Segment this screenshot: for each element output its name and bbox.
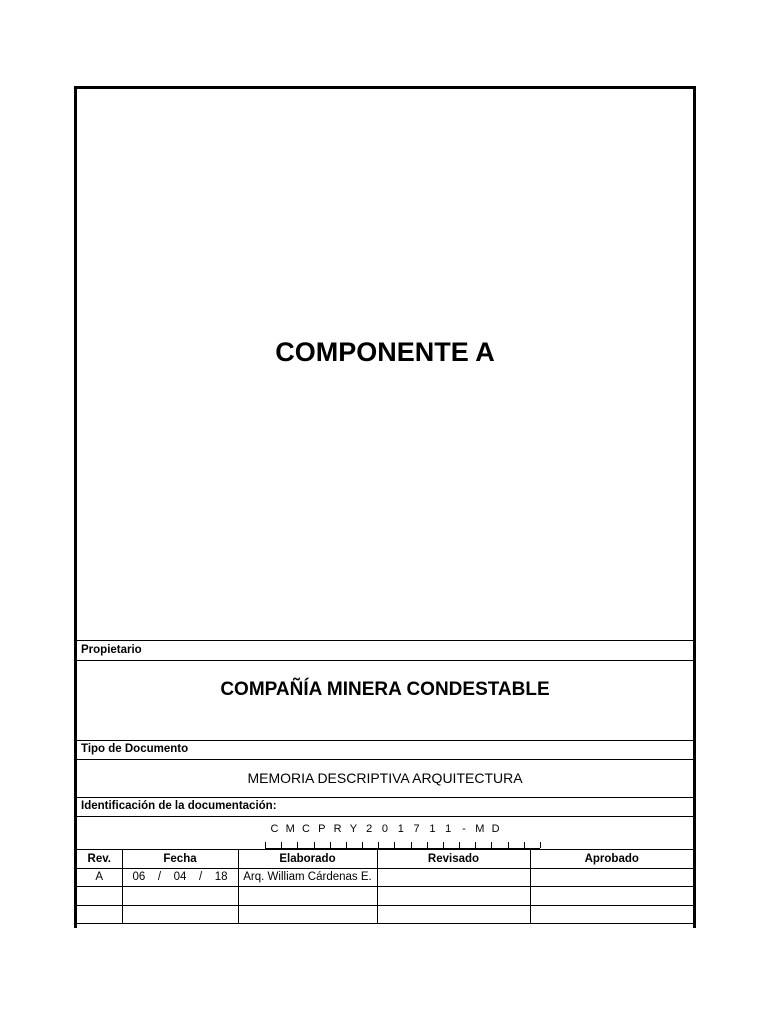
- code-tick: [378, 842, 379, 848]
- identification-label: Identificación de la documentación:: [81, 800, 277, 812]
- revisado-cell: [377, 905, 530, 924]
- code-tick: [265, 842, 266, 848]
- code-tick: [427, 842, 428, 848]
- code-tick: [330, 842, 331, 848]
- header-fecha: Fecha: [122, 850, 238, 869]
- code-char: C: [270, 823, 279, 835]
- code-char: 1: [429, 823, 436, 835]
- code-tick: [394, 842, 395, 848]
- rev-cell: A: [77, 868, 122, 887]
- aprobado-cell: [530, 887, 693, 906]
- revisado-cell: [377, 868, 530, 887]
- code-char: R: [333, 823, 342, 835]
- header-revisado: Revisado: [377, 850, 530, 869]
- code-char: P: [318, 823, 326, 835]
- date-month: 04: [173, 871, 187, 884]
- elaborado-cell: [238, 905, 377, 924]
- code-char: D: [491, 823, 500, 835]
- date-separator: /: [198, 871, 203, 884]
- code-tick: [524, 842, 525, 848]
- code-tick: [540, 842, 541, 848]
- code-tick: [297, 842, 298, 848]
- code-tick-marks: [265, 840, 540, 849]
- cover-title: COMPONENTE A: [275, 337, 495, 367]
- code-char: M: [475, 823, 485, 835]
- document-code: [77, 823, 693, 835]
- date-cell: [122, 905, 238, 924]
- document-type-label: Tipo de Documento: [81, 743, 189, 755]
- divider: [77, 740, 693, 741]
- code-char: 7: [413, 823, 420, 835]
- code-char: Y: [349, 823, 358, 835]
- date-year: 18: [214, 871, 228, 884]
- divider: [77, 660, 693, 661]
- header-aprobado: Aprobado: [530, 850, 693, 869]
- code-tick: [346, 842, 347, 848]
- table-header-row: [77, 850, 693, 869]
- code-tick: [508, 842, 509, 848]
- code-tick: [314, 842, 315, 848]
- code-tick: [362, 842, 363, 848]
- date-cell: [122, 887, 238, 906]
- divider: [77, 759, 693, 760]
- code-char: 2: [366, 823, 373, 835]
- code-tick: [459, 842, 460, 848]
- date-day: 06: [132, 871, 146, 884]
- code-char: 1: [397, 823, 404, 835]
- code-tick: [491, 842, 492, 848]
- code-char: 0: [381, 823, 389, 835]
- document-frame: [74, 86, 696, 928]
- rev-cell: [77, 905, 122, 924]
- revision-table: [77, 849, 693, 924]
- elaborado-cell: Arq. William Cárdenas E.: [238, 868, 377, 887]
- elaborado-cell: [238, 887, 377, 906]
- owner-name: COMPAÑÍA MINERA CONDESTABLE: [220, 679, 550, 700]
- code-char: 1: [445, 823, 452, 835]
- code-char: M: [285, 823, 295, 835]
- code-char: -: [462, 823, 466, 835]
- code-tick: [443, 842, 444, 848]
- date-cell: [122, 868, 238, 887]
- owner-label: Propietario: [81, 644, 142, 656]
- date-separator: /: [157, 871, 162, 884]
- code-tick: [475, 842, 476, 848]
- code-tick: [281, 842, 282, 848]
- code-char: C: [302, 823, 310, 835]
- rev-cell: [77, 887, 122, 906]
- divider: [77, 797, 693, 798]
- document-type-value: MEMORIA DESCRIPTIVA ARQUITECTURA: [247, 770, 523, 786]
- code-tick: [411, 842, 412, 848]
- aprobado-cell: [530, 868, 693, 887]
- divider: [77, 816, 693, 817]
- divider: [77, 640, 693, 641]
- table-row: [77, 868, 693, 887]
- header-rev: Rev.: [77, 850, 122, 869]
- aprobado-cell: [530, 905, 693, 924]
- header-elaborado: Elaborado: [238, 850, 377, 869]
- table-row: [77, 887, 693, 906]
- revisado-cell: [377, 887, 530, 906]
- table-row: [77, 905, 693, 924]
